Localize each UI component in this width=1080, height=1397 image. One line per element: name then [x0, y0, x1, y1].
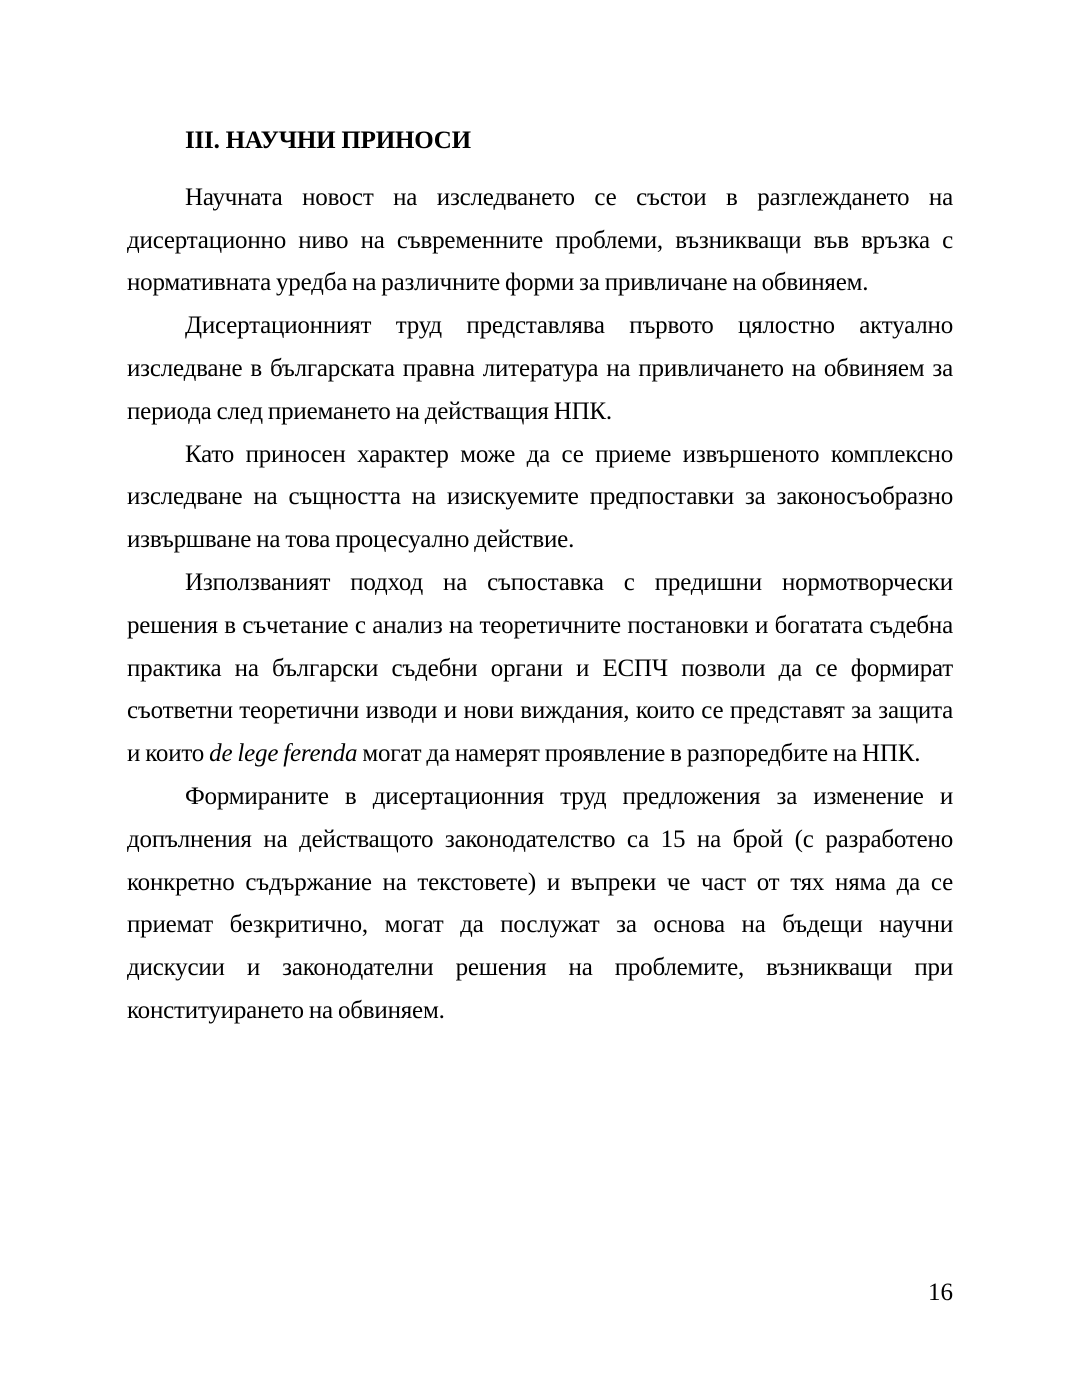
paragraph	[127, 177, 953, 305]
text-line: конкретно съдържание на текстовете) и въпреки че част от тях няма да се	[127, 868, 953, 896]
page-number: 16	[928, 1279, 953, 1306]
text-line: конституирането на обвиняем.	[127, 996, 445, 1024]
text-line: периода след приемането на действащия НПК.	[127, 397, 612, 425]
text-line: извършване на това процесуално действие.	[127, 526, 575, 554]
text-line	[127, 733, 953, 776]
text-line: съответни теоретични изводи и нови виждания, които се представят за защита	[127, 697, 953, 725]
text-line: Дисертационният труд представлява първото цялостно актуално	[185, 312, 953, 340]
paragraph	[127, 776, 953, 1033]
text-line: дисертационно ниво на съвременните проблеми, възникващи във връзка с	[127, 226, 953, 254]
text-line: изследване в българската правна литература на привличането на обвиняем за	[127, 354, 953, 382]
document-content	[127, 120, 953, 1033]
paragraph	[127, 562, 953, 776]
text-line: практика на български съдебни органи и ЕСПЧ позволи да се формират	[127, 654, 953, 682]
text-line: Научната новост на изследването се състои в разглеждането на	[185, 183, 953, 211]
text-segment: и които	[127, 740, 210, 768]
text-segment: могат да намерят проявление в разпоредбите на НПК.	[357, 740, 921, 768]
text-line: дискусии и законодателни решения на проблемите, възникващи при	[127, 954, 953, 982]
text-line: нормативната уредба на различните форми за привличане на обвиняем.	[127, 269, 869, 297]
text-line: изследване на същността на изискуемите предпоставки за законосъобразно	[127, 483, 953, 511]
text-line: Използваният подход на съпоставка с предишни нормотворчески	[185, 568, 953, 596]
section-heading: III. НАУЧНИ ПРИНОСИ	[185, 127, 471, 154]
text-line: допълнения на действащото законодателство са 15 на брой (с разработено	[127, 825, 953, 853]
text-line: приемат безкритично, могат да послужат за основа на бъдещи научни	[127, 911, 953, 939]
text-line: Като приносен характер може да се приеме извършеното комплексно	[185, 440, 953, 468]
paragraph	[127, 305, 953, 433]
paragraph	[127, 434, 953, 562]
italic-latin-phrase: de lege ferenda	[209, 740, 358, 768]
text-line: решения в съчетание с анализ на теоретичните постановки и богатата съдебна	[127, 611, 953, 639]
text-line: Формираните в дисертационния труд предложения за изменение и	[185, 782, 953, 810]
